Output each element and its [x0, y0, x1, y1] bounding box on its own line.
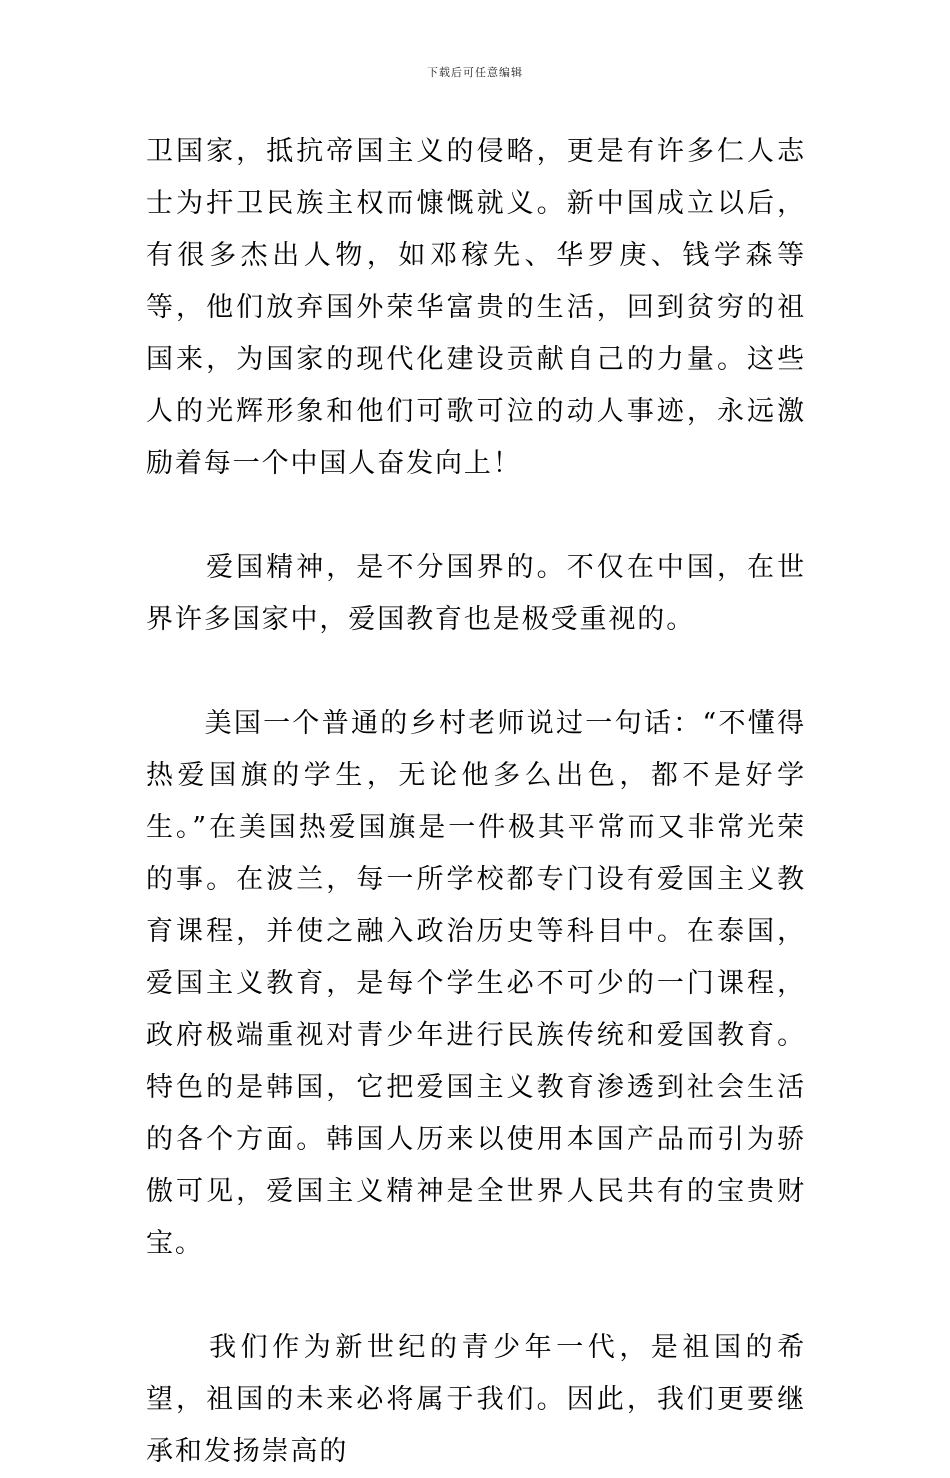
paragraph-3: 美国一个普通的乡村老师说过一句话：“不懂得热爱国旗的学生，无论他多么出色，都不是好学生。”在美国热爱国旗是一件极其平常而又非常光荣的事。在波兰，每一所学校都专门设有爱国主义教育课程，并使之融入政治历史等科目中。在泰国，爱国主义教育，是每个学生必不可少的一门课程，政府极端重视对青少年进行民族传统和爱国教育。特色的是韩国，它把爱国主义教育渗透到社会生活的各个方面。韩国人历来以使用本国产品而引为骄傲可见，爱国主义精神是全世界人民共有的宝贵财宝。: [146, 708, 806, 1259]
document-body: [146, 126, 806, 1478]
paragraph-gap: [146, 490, 806, 542]
paragraph-gap: [146, 646, 806, 698]
paragraph-2: 爱国精神，是不分国界的。不仅在中国，在世界许多国家中，爱国教育也是极受重视的。: [146, 552, 806, 635]
paragraph-gap: [146, 1270, 806, 1322]
header-note: 下载后可任意编辑: [427, 66, 523, 79]
paragraph-4: 我们作为新世纪的青少年一代，是祖国的希望，祖国的未来必将属于我们。因此，我们更要继承和发扬崇高的: [146, 1332, 806, 1467]
paragraph-1: 卫国家，抵抗帝国主义的侵略，更是有许多仁人志士为扞卫民族主权而慷慨就义。新中国成立以后，有很多杰出人物，如邓稼先、华罗庚、钱学森等等，他们放弃国外荣华富贵的生活，回到贫穷的祖国来，为国家的现代化建设贡献自己的力量。这些人的光辉形象和他们可歌可泣的动人事迹，永远激励着每一个中国人奋发向上！: [146, 136, 806, 479]
